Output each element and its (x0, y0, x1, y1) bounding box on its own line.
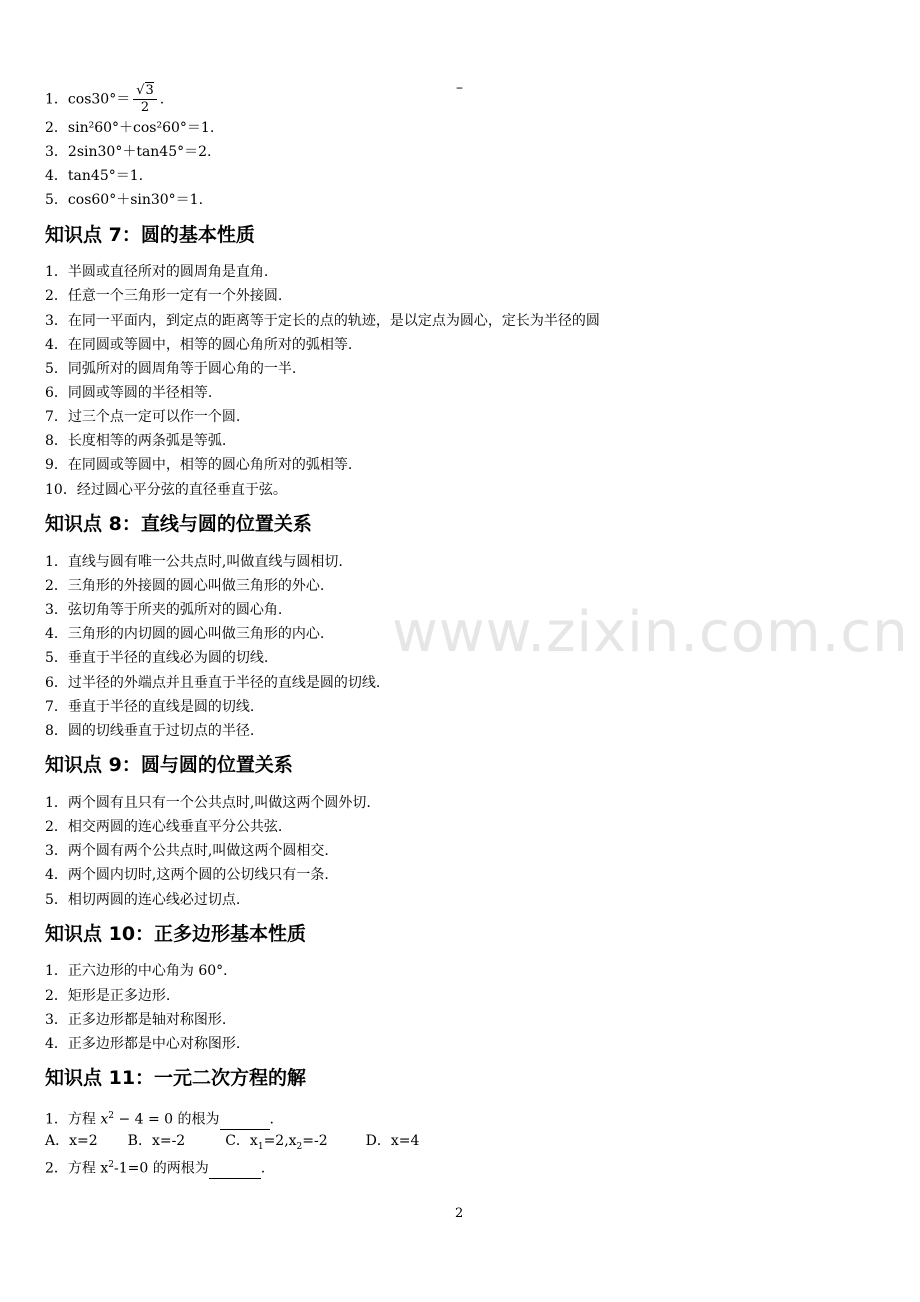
s11-options (45, 1132, 419, 1156)
s9-item: 2．相交两圆的连心线垂直平分公共弦. (45, 819, 283, 835)
s7-item: 2．任意一个三角形一定有一个外接圆. (45, 288, 283, 304)
trig-line-5: 5．cos60°＋sin30°＝1. (45, 192, 204, 208)
s7-item: 10．经过圆心平分弦的直径垂直于弦。 (45, 482, 287, 498)
s8-item: 4．三角形的内切圆的圆心叫做三角形的内心. (45, 626, 325, 642)
section-11-title: 知识点 11：一元二次方程的解 (45, 1067, 307, 1089)
option-b: B．x=-2 (127, 1133, 186, 1149)
answer-blank (209, 1160, 261, 1179)
s7-item: 8．长度相等的两条弧是等弧. (45, 433, 227, 449)
s9-item: 4．两个圆内切时,这两个圆的公切线只有一条. (45, 867, 329, 883)
s10-item: 1．正六边形的中心角为 60°． (45, 963, 238, 979)
s8-item: 3．弦切角等于所夹的弧所对的圆心角. (45, 602, 283, 618)
section-9-title: 知识点 9：圆与圆的位置关系 (45, 754, 293, 776)
answer-blank (220, 1111, 270, 1130)
s7-item: 6．同圆或等圆的半径相等. (45, 385, 213, 401)
s7-item: 9．在同圆或等圆中，相等的圆心角所对的弧相等. (45, 457, 353, 473)
s8-item: 5．垂直于半径的直线必为圆的切线. (45, 650, 269, 666)
option-a: A．x=2 (45, 1133, 98, 1149)
s8-item: 7．垂直于半径的直线是圆的切线. (45, 699, 255, 715)
s8-item: 6．过半径的外端点并且垂直于半径的直线是圆的切线. (45, 675, 381, 691)
trig-line-3: 3．2sin30°＋tan45°＝2. (45, 144, 212, 160)
s7-item: 7．过三个点一定可以作一个圆. (45, 409, 241, 425)
fraction: $\frac{√3}{2}$ (133, 83, 157, 116)
trig-line-2: 2．sin²60°＋cos²60°＝1. (45, 120, 215, 136)
option-d: D．x=4 (365, 1133, 420, 1149)
s9-item: 3．两个圆有两个公共点时,叫做这两个圆相交. (45, 843, 329, 859)
page-number: 2 (455, 1206, 464, 1221)
section-7-title: 知识点 7：圆的基本性质 (45, 224, 255, 246)
dash-mark: – (456, 80, 463, 96)
trig-line-1: 1．cos30°＝ $\frac{√3}{2}$ . (45, 83, 165, 115)
option-c: C．$x_1=2,x_2=-2$ (225, 1133, 328, 1152)
s10-item: 2．矩形是正多边形. (45, 988, 171, 1004)
trig-line-4: 4．tan45°＝1. (45, 168, 144, 184)
s7-item: 5．同弧所对的圆周角等于圆心角的一半. (45, 361, 297, 377)
s7-item: 1．半圆或直径所对的圆周角是直角. (45, 264, 269, 280)
s11-question-1: 1．方程 $x^2 - 4 = 0$ 的根为 . (45, 1111, 274, 1128)
s7-item: 3．在同一平面内，到定点的距离等于定长的点的轨迹，是以定点为圆心，定长为半径的圆 (45, 313, 600, 329)
s10-item: 4．正多边形都是中心对称图形. (45, 1036, 241, 1052)
s9-item: 1．两个圆有且只有一个公共点时,叫做这两个圆外切. (45, 795, 371, 811)
trig-1-text: 1． (45, 91, 68, 108)
watermark: www.zixin.com.cn (392, 600, 909, 665)
s9-item: 5．相切两圆的连心线必过切点. (45, 892, 241, 908)
s7-item: 4．在同圆或等圆中，相等的圆心角所对的弧相等. (45, 337, 353, 353)
s11-question-2: 2．方程 $x^2-1=0$ 的两根为 . (45, 1160, 266, 1177)
s8-item: 8．圆的切线垂直于过切点的半径. (45, 723, 255, 739)
s10-item: 3．正多边形都是轴对称图形. (45, 1012, 227, 1028)
s8-item: 1．直线与圆有唯一公共点时,叫做直线与圆相切. (45, 554, 343, 570)
section-10-title: 知识点 10：正多边形基本性质 (45, 923, 307, 945)
s8-item: 2．三角形的外接圆的圆心叫做三角形的外心. (45, 578, 325, 594)
section-8-title: 知识点 8：直线与圆的位置关系 (45, 513, 312, 535)
